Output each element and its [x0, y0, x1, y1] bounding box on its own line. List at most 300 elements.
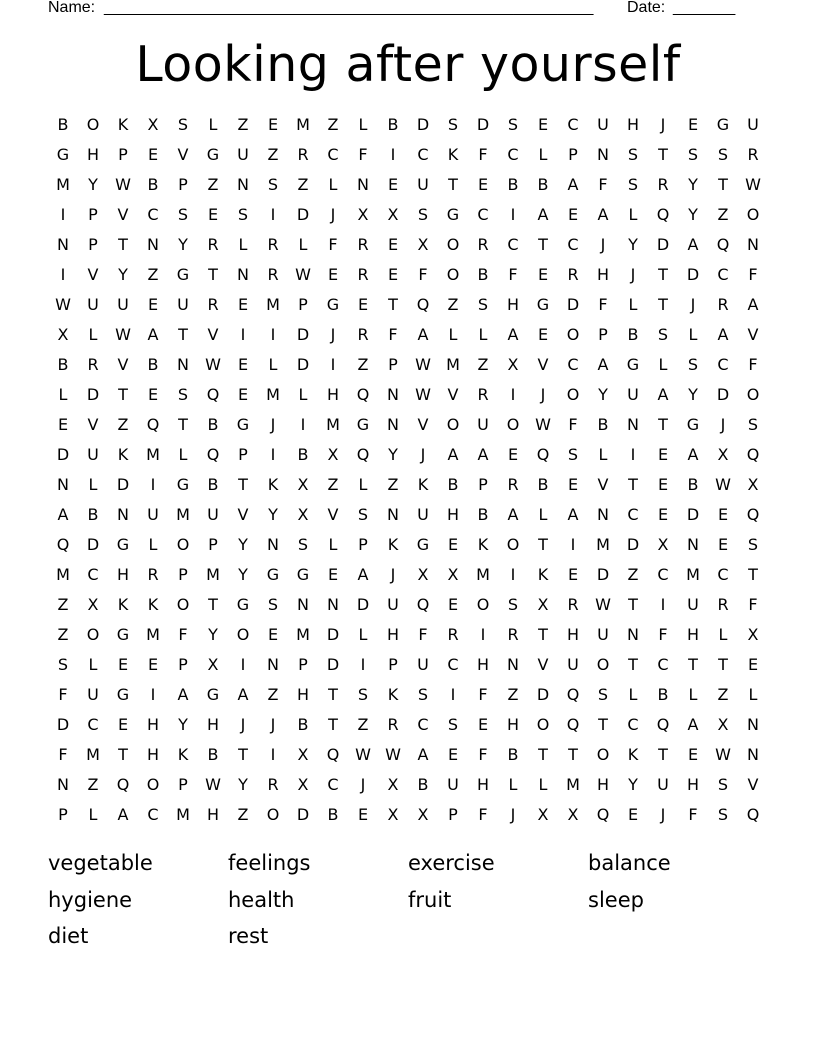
grid-letter: U [87, 295, 99, 314]
grid-row [48, 800, 768, 830]
grid-letter: S [417, 685, 429, 704]
grid-letter: Q [566, 715, 580, 734]
grid-letter: S [477, 295, 489, 314]
grid-letter: I [270, 745, 276, 764]
grid-letter: S [687, 145, 699, 164]
grid-row [48, 230, 768, 260]
grid-letter: W [385, 745, 401, 764]
grid-letter: F [478, 145, 488, 164]
grid-letter: P [568, 145, 578, 164]
grid-letter: B [327, 805, 339, 824]
grid-letter: B [57, 115, 69, 134]
grid-letter: B [207, 745, 219, 764]
grid-letter: B [57, 355, 69, 374]
grid-letter: J [270, 715, 276, 734]
date-label: Date: [627, 0, 666, 16]
grid-letter: L [748, 685, 758, 704]
name-blank-line: _______________________________________________________ [104, 0, 594, 16]
grid-letter: N [627, 625, 639, 644]
grid-letter: B [447, 475, 459, 494]
grid-letter: S [747, 535, 759, 554]
grid-letter: Q [656, 205, 670, 224]
grid-letter: O [536, 715, 550, 734]
grid-letter: O [446, 415, 460, 434]
grid-letter: P [178, 775, 188, 794]
grid-letter: U [87, 685, 99, 704]
grid-letter: Y [238, 535, 248, 554]
grid-letter: Q [56, 535, 70, 554]
grid-letter: X [537, 805, 549, 824]
grid-row [48, 710, 768, 740]
grid-letter: A [597, 355, 609, 374]
grid-letter: P [598, 325, 608, 344]
grid-letter: P [298, 655, 308, 674]
grid-letter: R [357, 265, 369, 284]
grid-letter: N [357, 175, 369, 194]
grid-letter: N [177, 355, 189, 374]
grid-letter: S [717, 775, 729, 794]
grid-letter: L [298, 235, 308, 254]
grid-letter: Z [87, 775, 99, 794]
grid-row [48, 560, 768, 590]
grid-letter: M [146, 445, 160, 464]
grid-letter: K [267, 475, 279, 494]
grid-letter: P [118, 145, 128, 164]
grid-letter: F [478, 685, 488, 704]
word-list-item: hygiene [48, 887, 133, 912]
grid-letter: J [630, 265, 636, 284]
page-title: Looking after yourself [135, 36, 681, 93]
grid-letter: R [567, 265, 579, 284]
grid-letter: T [538, 535, 548, 554]
grid-letter: L [478, 325, 488, 344]
grid-letter: X [567, 805, 579, 824]
grid-letter: G [326, 295, 340, 314]
grid-letter: O [176, 595, 190, 614]
grid-letter: C [327, 145, 339, 164]
grid-letter: P [208, 535, 218, 554]
grid-letter: A [507, 325, 519, 344]
grid-letter: D [416, 115, 430, 134]
grid-letter: D [86, 535, 100, 554]
grid-letter: L [538, 505, 548, 524]
grid-letter: M [296, 625, 310, 644]
grid-letter: L [628, 685, 638, 704]
grid-letter: Y [628, 775, 638, 794]
grid-letter: Y [688, 175, 698, 194]
grid-letter: E [357, 295, 369, 314]
grid-letter: V [117, 355, 129, 374]
grid-letter: N [597, 145, 609, 164]
grid-letter: T [658, 295, 668, 314]
grid-letter: H [206, 715, 220, 734]
grid-letter: T [118, 745, 128, 764]
grid-letter: H [566, 625, 580, 644]
grid-letter: R [567, 595, 579, 614]
grid-letter: Y [178, 235, 188, 254]
grid-letter: Z [117, 415, 129, 434]
grid-letter: W [55, 295, 71, 314]
grid-row [48, 410, 768, 440]
grid-letter: V [327, 505, 339, 524]
grid-letter: Q [656, 715, 670, 734]
grid-letter: N [57, 475, 69, 494]
grid-letter: U [117, 295, 129, 314]
grid-letter: X [147, 115, 159, 134]
grid-letter: R [207, 235, 219, 254]
grid-letter: H [146, 715, 160, 734]
grid-letter: F [508, 265, 518, 284]
grid-letter: Q [206, 445, 220, 464]
grid-letter: R [747, 145, 759, 164]
grid-letter: I [390, 145, 396, 164]
grid-letter: X [387, 775, 399, 794]
grid-letter: N [147, 235, 159, 254]
grid-letter: A [687, 235, 699, 254]
grid-letter: Q [746, 805, 760, 824]
grid-letter: C [567, 355, 579, 374]
grid-letter: W [595, 595, 611, 614]
grid-letter: V [747, 775, 759, 794]
grid-letter: O [86, 625, 100, 644]
grid-letter: A [447, 445, 459, 464]
grid-letter: T [718, 655, 728, 674]
grid-letter: K [177, 745, 189, 764]
grid-letter: Q [356, 385, 370, 404]
grid-letter: R [267, 775, 279, 794]
grid-letter: I [270, 445, 276, 464]
grid-letter: Y [238, 775, 248, 794]
grid-letter: L [88, 805, 98, 824]
grid-letter: K [387, 535, 399, 554]
grid-letter: G [236, 595, 250, 614]
grid-letter: M [176, 805, 190, 824]
grid-letter: O [86, 115, 100, 134]
grid-letter: D [716, 385, 730, 404]
grid-letter: F [178, 625, 188, 644]
grid-row [48, 770, 768, 800]
grid-letter: F [58, 685, 68, 704]
grid-letter: T [628, 475, 638, 494]
grid-letter: T [538, 625, 548, 644]
grid-letter: L [448, 325, 458, 344]
grid-letter: T [658, 265, 668, 284]
grid-letter: X [207, 655, 219, 674]
grid-letter: E [57, 415, 69, 434]
grid-letter: Q [146, 415, 160, 434]
grid-letter: O [476, 595, 490, 614]
grid-letter: L [358, 625, 368, 644]
grid-letter: L [328, 535, 338, 554]
grid-letter: D [626, 535, 640, 554]
grid-letter: V [237, 505, 249, 524]
grid-letter: T [238, 745, 248, 764]
grid-letter: X [87, 595, 99, 614]
grid-letter: M [146, 625, 160, 644]
grid-letter: O [596, 655, 610, 674]
grid-letter: T [208, 265, 218, 284]
grid-row [48, 650, 768, 680]
grid-row [48, 320, 768, 350]
grid-letter: V [747, 325, 759, 344]
grid-letter: E [267, 115, 279, 134]
grid-letter: L [328, 175, 338, 194]
grid-letter: N [387, 505, 399, 524]
grid-letter: I [480, 625, 486, 644]
grid-letter: G [266, 565, 280, 584]
grid-letter: D [56, 445, 70, 464]
grid-letter: K [117, 595, 129, 614]
grid-letter: I [60, 205, 66, 224]
grid-letter: Q [716, 235, 730, 254]
grid-row [48, 590, 768, 620]
grid-letter: S [267, 175, 279, 194]
grid-row [48, 140, 768, 170]
grid-letter: B [477, 505, 489, 524]
grid-letter: X [297, 745, 309, 764]
grid-letter: T [178, 325, 188, 344]
grid-letter: F [418, 625, 428, 644]
grid-letter: R [507, 475, 519, 494]
grid-letter: Z [237, 805, 249, 824]
grid-letter: G [416, 535, 430, 554]
grid-letter: H [86, 145, 100, 164]
grid-letter: N [747, 745, 759, 764]
word-list [48, 846, 768, 956]
grid-letter: S [447, 115, 459, 134]
grid-letter: I [570, 535, 576, 554]
grid-letter: C [417, 145, 429, 164]
grid-letter: U [627, 385, 639, 404]
grid-letter: U [417, 175, 429, 194]
grid-letter: B [207, 415, 219, 434]
grid-letter: B [87, 505, 99, 524]
grid-letter: T [718, 175, 728, 194]
grid-letter: M [56, 565, 70, 584]
grid-letter: G [536, 295, 550, 314]
grid-letter: D [686, 505, 700, 524]
grid-letter: N [747, 715, 759, 734]
grid-letter: S [567, 445, 579, 464]
grid-letter: P [88, 205, 98, 224]
grid-letter: L [688, 325, 698, 344]
grid-letter: U [567, 655, 579, 674]
grid-letter: L [88, 655, 98, 674]
grid-letter: I [240, 655, 246, 674]
grid-letter: E [327, 265, 339, 284]
grid-row [48, 440, 768, 470]
grid-letter: B [507, 175, 519, 194]
grid-letter: C [657, 655, 669, 674]
grid-letter: U [597, 115, 609, 134]
word-list-item: vegetable [48, 851, 153, 875]
grid-letter: J [360, 775, 366, 794]
date-blank-line: _______ [673, 0, 736, 16]
grid-letter: J [330, 205, 336, 224]
grid-letter: T [388, 295, 398, 314]
grid-letter: Q [536, 445, 550, 464]
grid-letter: A [357, 565, 369, 584]
grid-letter: N [687, 535, 699, 554]
grid-letter: Y [628, 235, 638, 254]
grid-letter: H [476, 775, 490, 794]
grid-letter: C [447, 655, 459, 674]
grid-letter: O [446, 265, 460, 284]
grid-letter: B [657, 685, 669, 704]
grid-letter: R [357, 325, 369, 344]
grid-letter: N [627, 415, 639, 434]
grid-letter: I [60, 265, 66, 284]
grid-letter: U [147, 505, 159, 524]
grid-letter: E [687, 115, 699, 134]
grid-letter: J [420, 445, 426, 464]
grid-letter: X [57, 325, 69, 344]
grid-letter: L [688, 685, 698, 704]
grid-letter: J [600, 235, 606, 254]
grid-letter: R [267, 265, 279, 284]
grid-letter: G [356, 415, 370, 434]
grid-letter: O [596, 745, 610, 764]
grid-letter: T [658, 415, 668, 434]
grid-letter: O [176, 535, 190, 554]
grid-letter: G [176, 265, 190, 284]
grid-letter: A [657, 385, 669, 404]
grid-letter: E [507, 445, 519, 464]
grid-letter: T [748, 565, 758, 584]
grid-letter: L [148, 535, 158, 554]
grid-letter: H [506, 715, 520, 734]
grid-letter: T [448, 175, 458, 194]
grid-letter: A [537, 205, 549, 224]
grid-letter: E [117, 655, 129, 674]
grid-letter: M [476, 565, 490, 584]
grid-letter: T [118, 385, 128, 404]
grid-letter: R [477, 385, 489, 404]
grid-letter: D [356, 595, 370, 614]
grid-row [48, 620, 768, 650]
grid-letter: Y [208, 625, 218, 644]
grid-letter: O [236, 625, 250, 644]
grid-letter: S [357, 685, 369, 704]
grid-letter: F [388, 325, 398, 344]
grid-letter: E [627, 805, 639, 824]
grid-letter: Z [327, 475, 339, 494]
grid-letter: Z [267, 685, 279, 704]
word-list-item: exercise [408, 851, 495, 875]
grid-letter: S [747, 415, 759, 434]
grid-letter: H [386, 625, 400, 644]
grid-letter: B [507, 745, 519, 764]
grid-letter: J [540, 385, 546, 404]
grid-letter: W [295, 265, 311, 284]
grid-letter: P [388, 655, 398, 674]
grid-letter: Y [238, 565, 248, 584]
grid-letter: G [296, 565, 310, 584]
word-list-item: health [228, 887, 295, 912]
grid-letter: P [478, 475, 488, 494]
grid-letter: X [387, 805, 399, 824]
grid-letter: I [660, 595, 666, 614]
grid-letter: B [597, 415, 609, 434]
grid-letter: N [387, 415, 399, 434]
word-list-item: rest [228, 924, 269, 948]
grid-letter: J [720, 415, 726, 434]
grid-letter: E [387, 235, 399, 254]
grid-letter: C [147, 805, 159, 824]
grid-letter: E [567, 565, 579, 584]
grid-letter: H [506, 295, 520, 314]
grid-letter: N [267, 655, 279, 674]
grid-letter: Y [268, 505, 278, 524]
grid-letter: B [147, 175, 159, 194]
grid-letter: D [536, 685, 550, 704]
grid-letter: E [477, 175, 489, 194]
grid-letter: X [297, 475, 309, 494]
grid-letter: I [510, 385, 516, 404]
grid-letter: F [418, 265, 428, 284]
grid-letter: G [116, 685, 130, 704]
grid-letter: E [537, 265, 549, 284]
grid-letter: X [357, 205, 369, 224]
grid-letter: B [207, 475, 219, 494]
grid-letter: M [56, 175, 70, 194]
grid-letter: Z [237, 115, 249, 134]
grid-letter: M [266, 385, 280, 404]
grid-letter: E [387, 265, 399, 284]
grid-letter: T [568, 745, 578, 764]
grid-letter: F [568, 415, 578, 434]
grid-letter: T [118, 235, 128, 254]
grid-letter: M [176, 505, 190, 524]
grid-letter: E [717, 505, 729, 524]
grid-letter: U [87, 445, 99, 464]
grid-letter: P [58, 805, 68, 824]
grid-letter: Z [357, 355, 369, 374]
grid-letter: E [147, 295, 159, 314]
grid-letter: Y [88, 175, 98, 194]
grid-letter: E [657, 475, 669, 494]
name-label: Name: [48, 0, 96, 16]
grid-letter: E [357, 805, 369, 824]
grid-row [48, 470, 768, 500]
grid-letter: T [178, 415, 188, 434]
grid-letter: G [56, 145, 70, 164]
grid-letter: D [326, 655, 340, 674]
grid-letter: I [510, 205, 516, 224]
grid-letter: L [538, 145, 548, 164]
grid-letter: P [88, 235, 98, 254]
grid-letter: F [478, 745, 488, 764]
grid-letter: B [627, 325, 639, 344]
grid-letter: D [656, 235, 670, 254]
grid-letter: V [177, 145, 189, 164]
grid-letter: X [447, 565, 459, 584]
grid-letter: P [448, 805, 458, 824]
grid-letter: F [688, 805, 698, 824]
grid-letter: W [205, 355, 221, 374]
grid-letter: G [206, 145, 220, 164]
grid-letter: Q [566, 685, 580, 704]
grid-letter: V [537, 655, 549, 674]
grid-letter: N [57, 775, 69, 794]
grid-letter: L [628, 205, 638, 224]
grid-letter: J [270, 415, 276, 434]
grid-letter: G [116, 625, 130, 644]
grid-letter: F [658, 625, 668, 644]
grid-letter: X [537, 595, 549, 614]
grid-letter: X [417, 235, 429, 254]
grid-letter: N [117, 505, 129, 524]
